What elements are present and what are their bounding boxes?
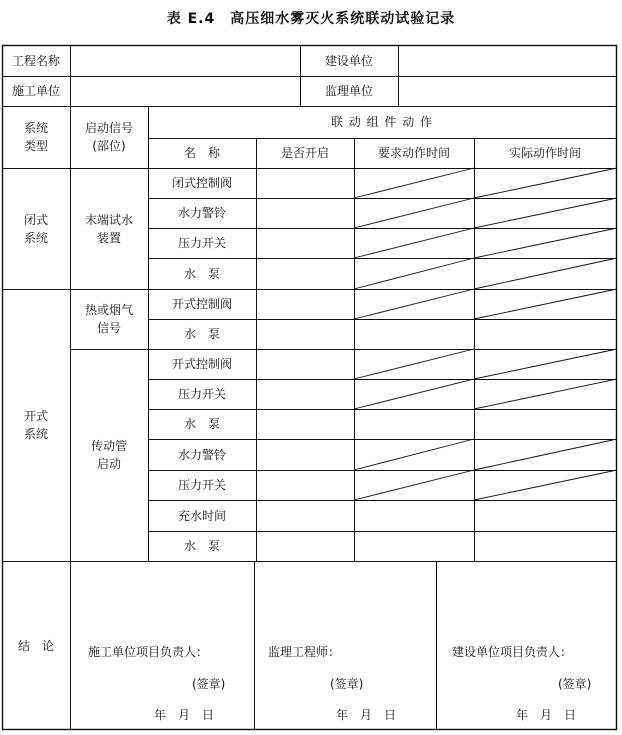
is-open-header: 是否开启 [280, 146, 329, 160]
required-time-header: 要求动作时间 [377, 146, 450, 160]
component-name: 闭式控制阀 [171, 176, 232, 190]
component-name: 水 泵 [183, 539, 220, 553]
component-name: 水力警铃 [177, 206, 226, 220]
owner-date: 年 月 日 [516, 708, 577, 722]
actual-time-header: 实际动作时间 [508, 146, 581, 160]
start-signal-header: 启动信号 (部位) [84, 121, 133, 153]
construction-unit-label: 建设单位 [324, 54, 373, 68]
project-name-field[interactable] [70, 46, 300, 76]
owner-seal: (签章) [558, 677, 592, 691]
construction-unit-field[interactable] [398, 46, 616, 76]
component-name: 压力开关 [177, 387, 226, 401]
component-name: 水 泵 [183, 327, 220, 341]
linkage-group-header: 联 动 组 件 动 作 [330, 115, 434, 129]
name-header: 名 称 [183, 146, 220, 160]
component-name: 开式控制阀 [171, 357, 232, 371]
system-type-header: 系统 类型 [23, 121, 48, 153]
supervisor-date: 年 月 日 [336, 708, 397, 722]
supervision-unit-field[interactable] [398, 76, 616, 106]
pipe-start-signal-label: 传动管 启动 [90, 439, 127, 471]
supervision-unit-label: 监理单位 [324, 84, 373, 98]
owner-signer-role: 建设单位项目负责人： [452, 645, 573, 659]
table-title: 表 E.4 高压细水雾灭火系统联动试验记录 [166, 11, 456, 27]
supervisor-seal: (签章) [330, 677, 364, 691]
open-system-label: 开式 系统 [23, 409, 48, 441]
builder-date: 年 月 日 [154, 708, 215, 722]
builder-seal: (签章) [192, 677, 226, 691]
builder-signer-role: 施工单位项目负责人： [88, 645, 209, 659]
component-name: 开式控制阀 [171, 297, 232, 311]
smoke-signal-label: 热或烟气 信号 [84, 303, 133, 335]
component-name: 水 泵 [183, 266, 220, 281]
component-name: 充水时间 [177, 508, 226, 523]
test-valve-signal-label: 末端试水 装置 [84, 212, 133, 245]
builder-unit-label: 施工单位 [11, 84, 60, 98]
closed-system-label: 闭式 系统 [23, 212, 48, 245]
component-name: 水力警铃 [177, 447, 226, 462]
component-name: 压力开关 [177, 478, 226, 492]
component-name: 水 泵 [183, 417, 220, 431]
builder-unit-field[interactable] [70, 76, 300, 106]
conclusion-label: 结 论 [17, 638, 54, 653]
component-name: 压力开关 [177, 236, 226, 250]
project-name-label: 工程名称 [11, 54, 60, 68]
supervisor-signer-role: 监理工程师： [268, 645, 341, 659]
